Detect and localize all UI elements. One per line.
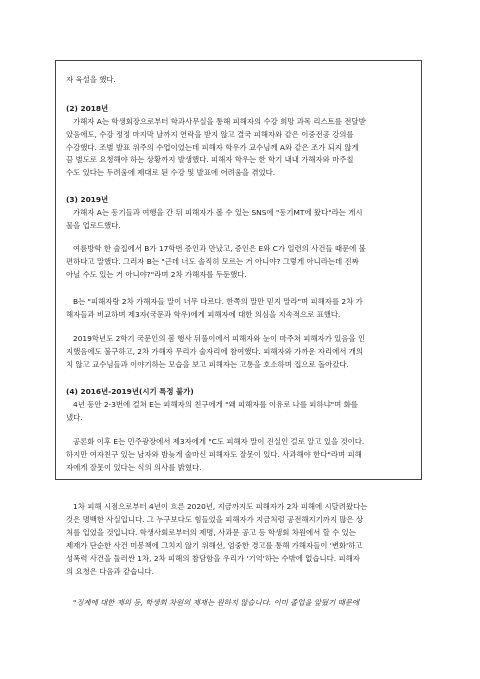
- box-line: B는 "피해자랑 2차 가해자들 말이 너무 다르다. 한쪽의 말만 믿지 말라"며 피해자를 2차 가: [73, 297, 363, 306]
- box-line: 끔 별도로 요청해야 하는 상황까지 발생했다. 피해자 학우는 한 학기 내내 가해자와 마주칠: [66, 155, 354, 164]
- box-line: 았음에도, 수강 정정 마지막 날까지 연락을 받지 않고 결국 피해자와 같은 이중전공 강의를: [66, 130, 354, 139]
- body-line: 의 요청은 다음과 같습니다.: [66, 567, 154, 576]
- body-line: 제재가 단순한 사건 미봉책에 그치지 않기 위해선, 엄중한 경고를 통해 가해자들이 '변화'하고: [66, 541, 363, 550]
- box-line: 아닐 수도 있는 거 아니야?"라며 2차 가해자를 두둔했다.: [66, 270, 247, 279]
- section-heading-2018: (2) 2018년: [66, 104, 109, 113]
- body-line: 처를 입었을 것입니다. 학생사회로부터의 제명, 사과문 공고 등 학생회 차원에서 할 수 있는: [66, 528, 356, 537]
- box-line: 가해자 A는 동기들과 여행을 간 뒤 피해자가 볼 수 있는 SNS에 "동기MT에 왔다"라는 게시: [73, 208, 363, 217]
- box-line: 수도 있다는 두려움에 제대로 된 수강 및 발표에 어려움을 겪었다.: [66, 168, 276, 177]
- box-line: 2019학년도 2학기 국문인의 봄 행사 뒤풀이에서 피해자와 눈이 마주쳐 피해자가 있음을 인: [73, 334, 366, 343]
- victim-request-quote: "징계에 대한 제의 등, 학생회 차원의 제재는 원하지 않습니다. 이미 졸업을 앞뒀기 때문에: [73, 598, 360, 607]
- box-line: 치 않고 교수님들과 이야기하는 모습을 보고 피해자는 고통을 호소하며 집으로 돌아갔다.: [66, 360, 349, 369]
- box-line: 하지만 여자친구 있는 남자와 밤늦게 술마신 피해자도 잘못이 있다. 사과해야 한다"라며 피해: [66, 450, 362, 459]
- box-line: 냈다.: [66, 413, 83, 422]
- box-line: 해자들과 비교하며 제3자(국문과 학우)에게 피해자에 대한 의심을 지속적으로 표했다.: [66, 310, 341, 319]
- body-line: 것은 명백한 사실입니다. 그 누구보다도 힘들었을 피해자가 지금처럼 공전해지기까지 많은 상: [66, 515, 364, 524]
- box-line: 자에게 잘못이 있다는 식의 의사를 밝혔다.: [66, 463, 202, 472]
- body-line: 1차 피해 시점으로부터 4년이 흐른 2020년, 지금까지도 피해자가 2차 피해에 시달려왔다는: [73, 502, 368, 511]
- box-line: 지했음에도 불구하고, 2차 가해자 무리가 술자리에 참여했다. 피해자와 가까운 자리에서 개의: [66, 347, 364, 356]
- box-line: 수강했다. 조별 발표 위주의 수업이었는데 피해자 학우가 교수님께 A와 같은 조가 되지 않게: [66, 143, 359, 152]
- box-line: 자 육설을 했다.: [66, 75, 116, 84]
- box-line: 물을 업로드했다.: [66, 221, 121, 230]
- body-line: 성폭력 사건을 둘러싼 1차, 2차 피해의 참담함을 우리가 '기억'하는 수밖에 없습니다. 피해자: [66, 554, 360, 563]
- box-line: 가해자 A는 학생회장으로부터 학과사무실을 통해 피해자의 수강 희망 과목 리스트를 전달받: [73, 117, 366, 126]
- box-line: 4년 동안 2-3번에 걸쳐 E는 피해자의 친구에게 "왜 피해자를 이유로 나를 피하냐"며 화를: [73, 400, 358, 409]
- box-line: 공론화 이후 E는 민주광장에서 제3자에게 "C도 피해자 말이 진실인 걸로 알고 있을 것이다.: [73, 437, 365, 446]
- box-line: 편하다고 말했다. 그러자 B는 "근데 너도 솔직히 모르는 거 아니야? 그렇게 아니라는데 진짜: [66, 257, 359, 266]
- box-line: 여름방학 한 술집에서 B가 17학번 증인과 만났고, 증인은 E와 C가 일련의 사건들 때문에 불: [73, 244, 366, 253]
- section-heading-2019: (3) 2019년: [66, 195, 109, 204]
- section-heading-2016-2019: (4) 2016년-2019년(시기 특정 불가): [66, 387, 194, 396]
